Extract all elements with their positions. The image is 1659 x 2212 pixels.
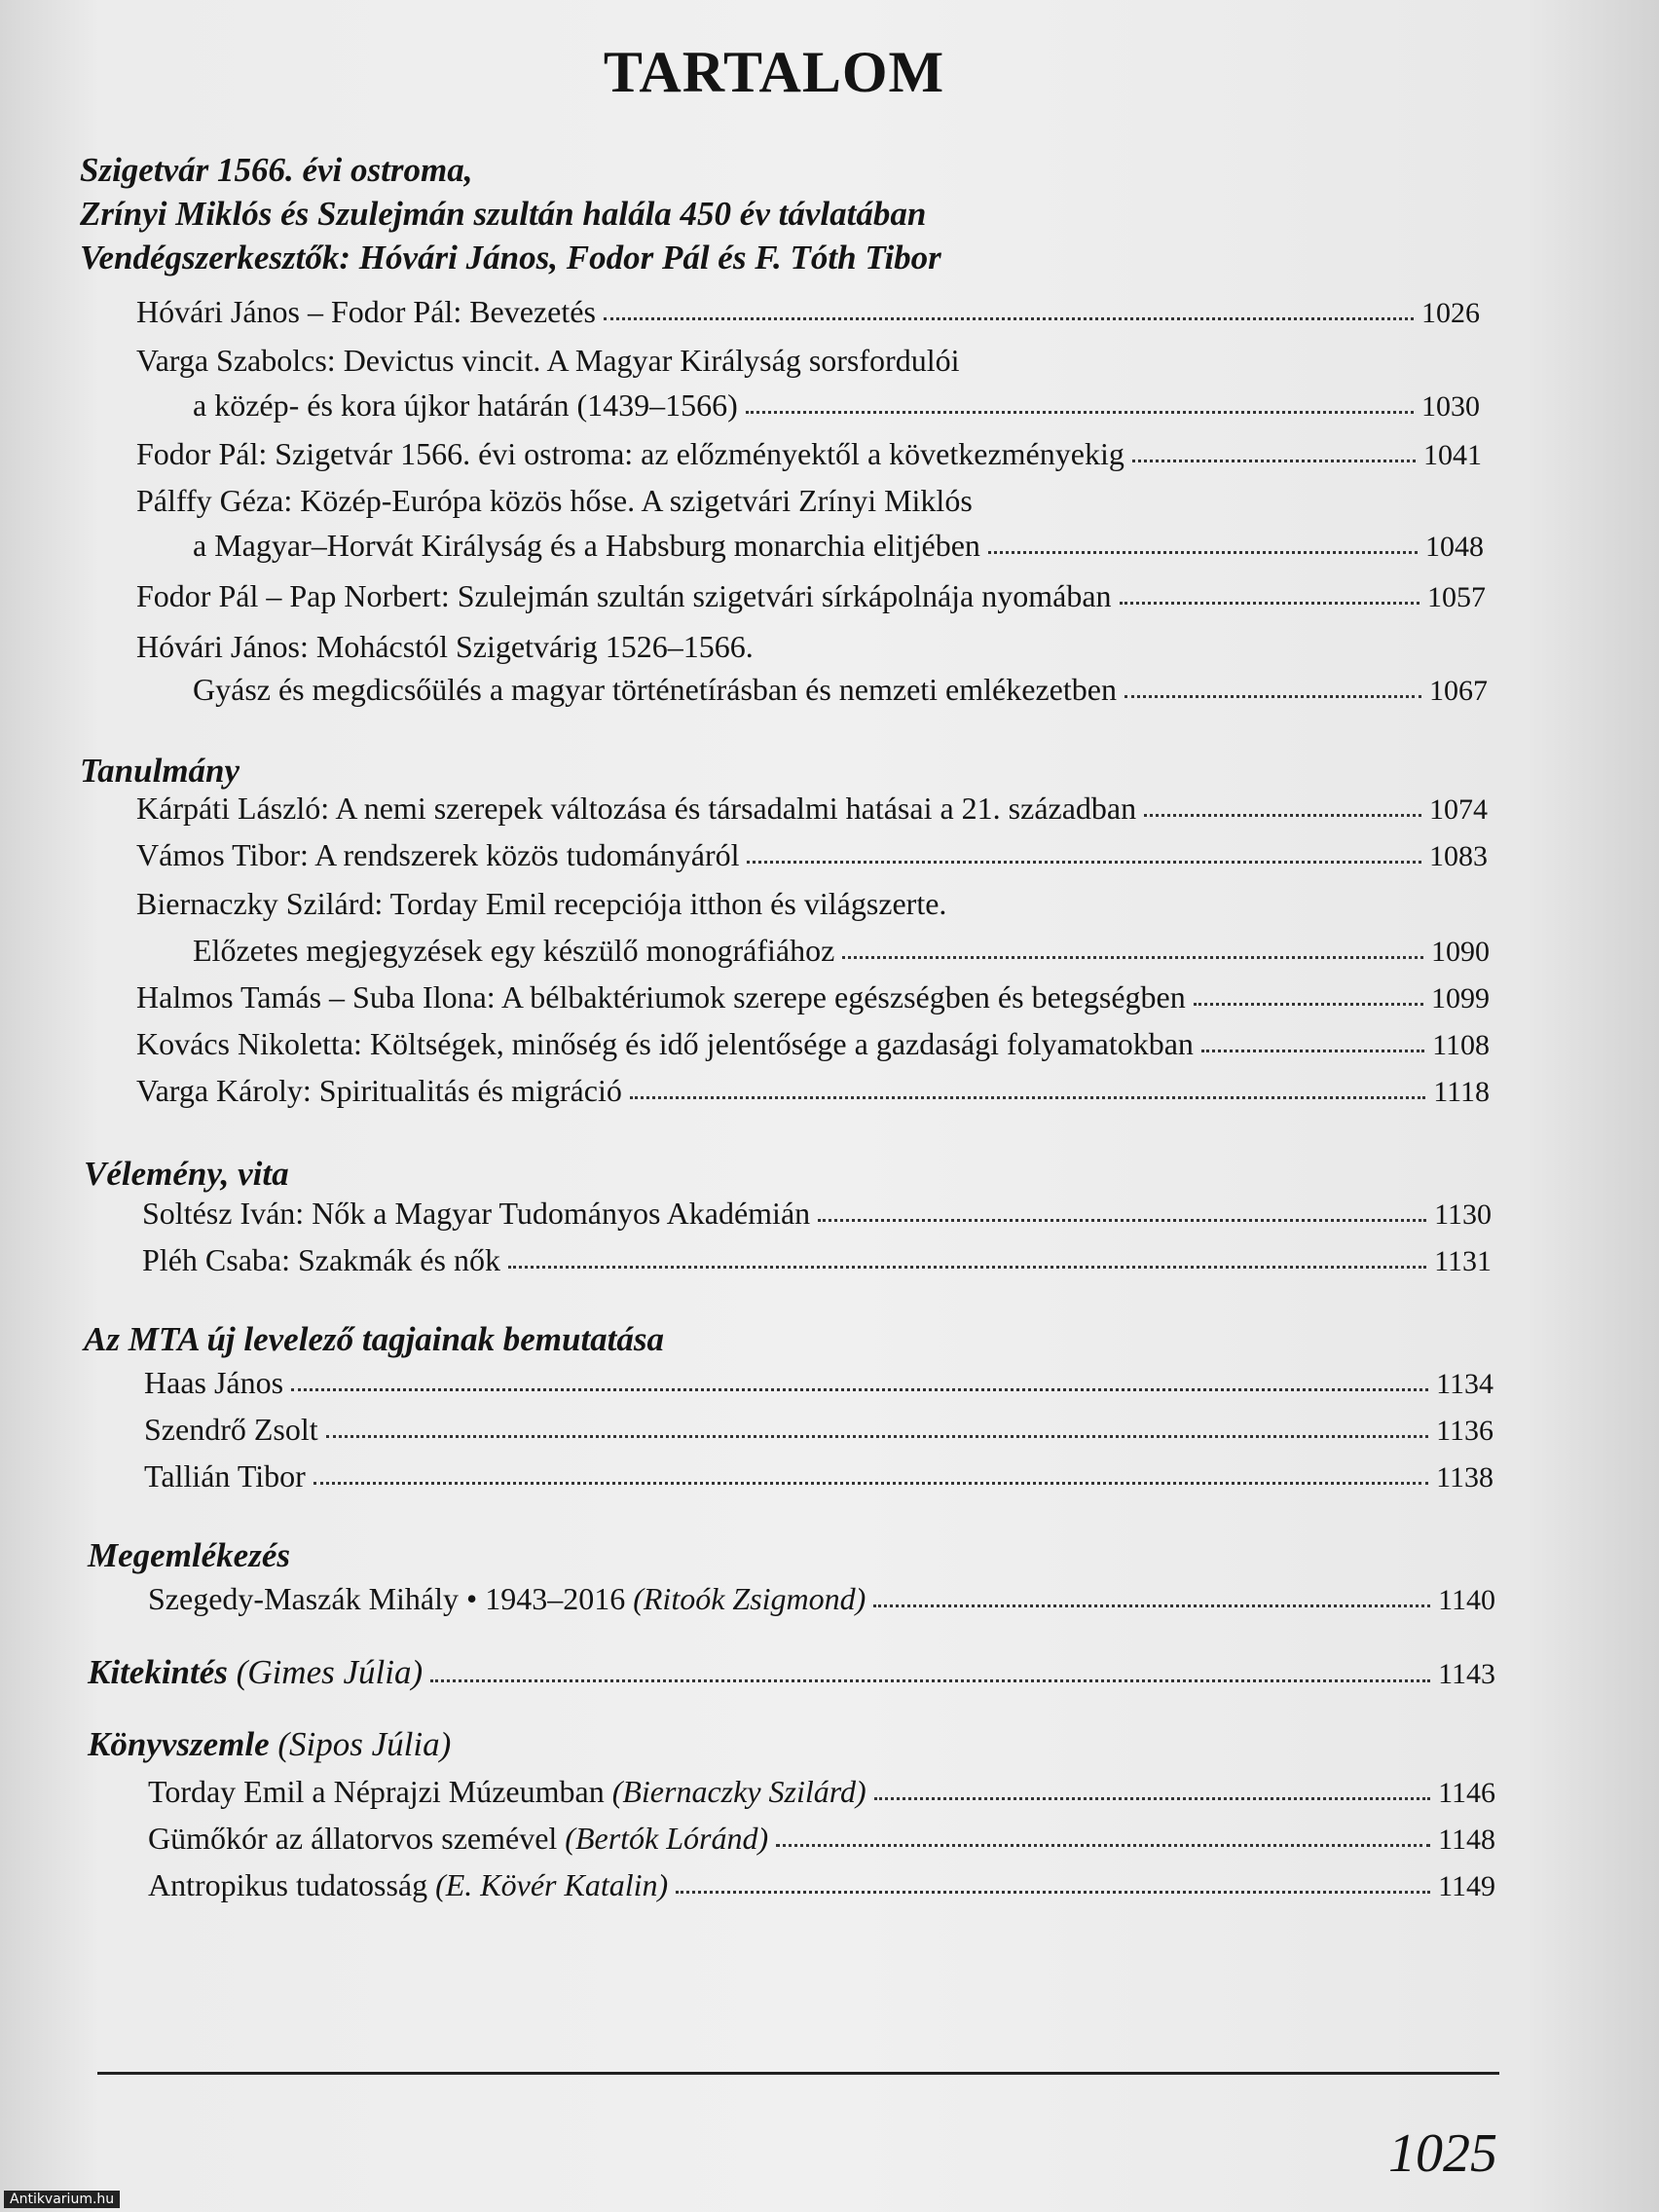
toc-entry: Kárpáti László: A nemi szerepek változása és társadalmi hatásai a 21. században 1074 — [136, 791, 1488, 826]
page-number: 1026 — [1421, 297, 1480, 329]
toc-entry-line: Biernaczky Szilárd: Torday Emil recepciója itthon és világszerte. — [136, 886, 947, 921]
toc-entry: a közép- és kora újkor határán (1439–1566) 1030 — [193, 387, 1480, 423]
toc-entry-line: Pálffy Géza: Közép-Európa közös hőse. A szigetvári Zrínyi Miklós — [136, 483, 973, 518]
entry-author: (Gimes Júlia) — [236, 1653, 424, 1691]
section-heading: Vendégszerkesztők: Hóvári János, Fodor Pál és F. Tóth Tibor — [80, 239, 941, 276]
toc-entry: Soltész Iván: Nők a Magyar Tudományos Akadémián 1130 — [142, 1196, 1492, 1231]
toc-entry: Szegedy-Maszák Mihály • 1943–2016 (Ritoók Zsigmond) 1140 — [148, 1581, 1495, 1616]
page-number: 1143 — [1438, 1658, 1495, 1690]
page-number: 1149 — [1438, 1870, 1495, 1902]
toc-entry: Előzetes megjegyzések egy készülő monográfiához 1090 — [193, 933, 1490, 968]
section-heading: Zrínyi Miklós és Szulejmán szultán halála 450 év távlatában — [80, 195, 927, 233]
toc-entry: Vámos Tibor: A rendszerek közös tudományáról 1083 — [136, 837, 1488, 872]
page-number: 1074 — [1429, 793, 1488, 826]
toc-entry: Szendrő Zsolt 1136 — [144, 1412, 1493, 1447]
page-number: 1083 — [1429, 840, 1488, 872]
section-heading: Könyvszemle — [88, 1725, 270, 1763]
section-heading: Az MTA új levelező tagjainak bemutatása — [84, 1320, 665, 1358]
toc-entry: Torday Emil a Néprajzi Múzeumban (Biernaczky Szilárd) 1146 — [148, 1774, 1495, 1809]
section-heading-group — [88, 1725, 451, 1764]
toc-entry-line: Hóvári János: Mohácstól Szigetvárig 1526–1566. — [136, 629, 754, 664]
toc-entry-line: Varga Szabolcs: Devictus vincit. A Magyar Királyság sorsfordulói — [136, 343, 960, 378]
page-number: 1108 — [1432, 1029, 1490, 1061]
toc-entry: Hóvári János – Fodor Pál: Bevezetés 1026 — [136, 294, 1480, 329]
page-number: 1048 — [1425, 531, 1484, 563]
toc-entry: a Magyar–Horvát Királyság és a Habsburg monarchia elitjében 1048 — [193, 528, 1484, 563]
toc-entry: Kovács Nikoletta: Költségek, minőség és idő jelentősége a gazdasági folyamatokban 1108 — [136, 1026, 1490, 1061]
entry-author: (Ritoók Zsigmond) — [633, 1581, 866, 1616]
toc-section-entry — [88, 1653, 1495, 1692]
section-heading: Megemlékezés — [88, 1536, 290, 1574]
page-number: 1067 — [1429, 675, 1488, 707]
toc-entry: Haas János 1134 — [144, 1365, 1493, 1400]
folio-page-number: 1025 — [1388, 2123, 1497, 2184]
section-heading: Szigetvár 1566. évi ostroma, — [80, 151, 473, 189]
entry-author: (Sipos Júlia) — [277, 1725, 452, 1763]
toc-entry: Fodor Pál: Szigetvár 1566. évi ostroma: az előzményektől a következményekig 1041 — [136, 436, 1482, 471]
section-heading: Kitekintés — [88, 1653, 228, 1691]
toc-entry: Fodor Pál – Pap Norbert: Szulejmán szultán szigetvári sírkápolnája nyomában 1057 — [136, 578, 1486, 613]
section-heading: Tanulmány — [80, 752, 240, 790]
toc-entry: Tallián Tibor 1138 — [144, 1458, 1493, 1493]
toc-entry: Gyász és megdicsőülés a magyar történetírásban és nemzeti emlékezetben 1067 — [193, 672, 1488, 707]
toc-entry: Pléh Csaba: Szakmák és nők 1131 — [142, 1242, 1492, 1277]
toc-entry: Antropikus tudatosság (E. Kövér Katalin) 1149 — [148, 1867, 1495, 1902]
page-number: 1131 — [1434, 1245, 1492, 1277]
footer-rule — [97, 2072, 1499, 2075]
page-number: 1138 — [1436, 1461, 1493, 1493]
page-number: 1057 — [1427, 581, 1486, 613]
page-number: 1134 — [1436, 1368, 1493, 1400]
section-heading: Vélemény, vita — [84, 1155, 289, 1193]
page-number: 1140 — [1438, 1584, 1495, 1616]
toc-entry: Halmos Tamás – Suba Ilona: A bélbaktériumok szerepe egészségben és betegségben 1099 — [136, 979, 1490, 1014]
page-number: 1118 — [1433, 1076, 1490, 1108]
entry-author: (Bertók Lóránd) — [565, 1821, 769, 1856]
page-number: 1136 — [1436, 1415, 1493, 1447]
page-number: 1041 — [1423, 439, 1482, 471]
page-number: 1130 — [1434, 1198, 1492, 1231]
page-number: 1148 — [1438, 1824, 1495, 1856]
entry-author: (Biernaczky Szilárd) — [611, 1774, 866, 1809]
page-title: TARTALOM — [603, 40, 945, 104]
toc-entry: Varga Károly: Spiritualitás és migráció 1118 — [136, 1073, 1490, 1108]
toc-entry: Gümőkór az állatorvos szemével (Bertók Lóránd) 1148 — [148, 1821, 1495, 1856]
page-number: 1146 — [1438, 1777, 1495, 1809]
page-number: 1099 — [1431, 982, 1490, 1014]
watermark: Antikvarium.hu — [4, 2191, 120, 2208]
page-number: 1030 — [1421, 390, 1480, 423]
page-number: 1090 — [1431, 936, 1490, 968]
entry-author: (E. Kövér Katalin) — [435, 1867, 669, 1902]
